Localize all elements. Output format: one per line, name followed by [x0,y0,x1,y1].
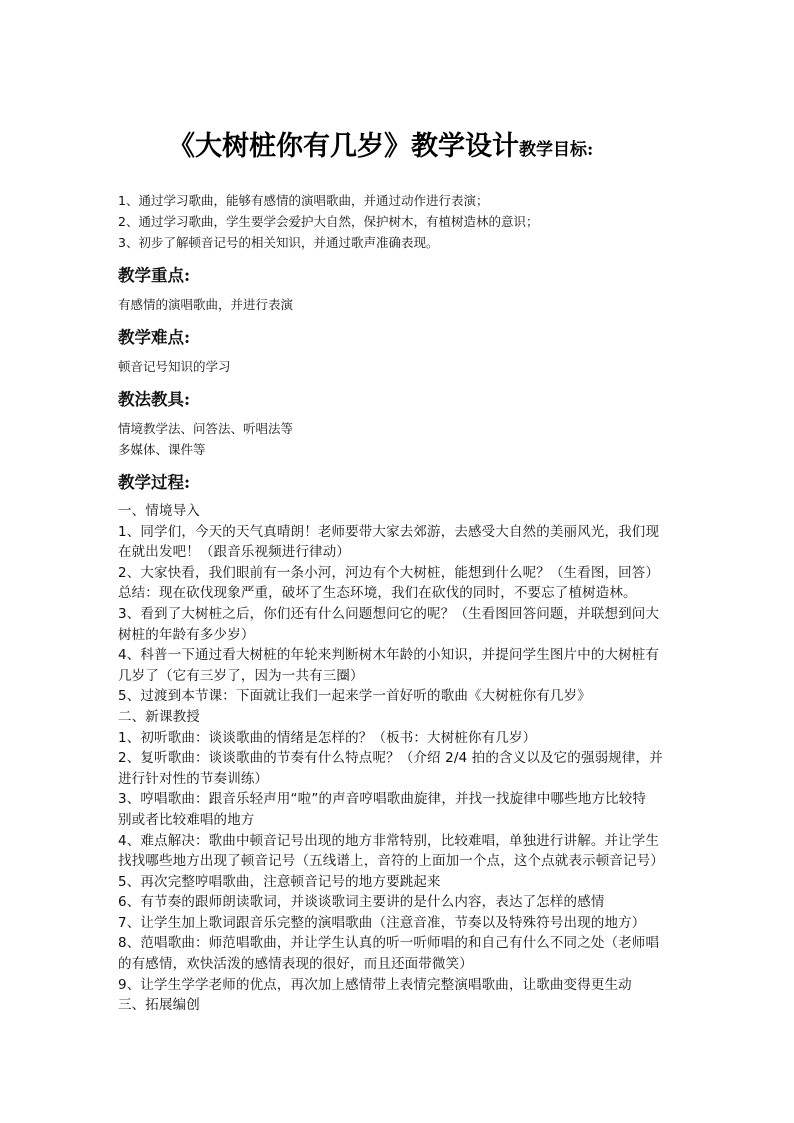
process-line: 3、看到了大树桩之后，你们还有什么问题想问它的呢？（生看图回答问题，并联想到问大 [118,605,660,622]
process-line: 1、同学们，今天的天气真晴朗！老师要带大家去郊游，去感受大自然的美丽风光，我们现 [118,523,660,540]
process-line: 5、再次完整哼唱歌曲，注意顿音记号的地方要跳起来 [118,873,441,890]
process-line: 一、情境导入 [118,503,200,519]
key-points-text: 有感情的演唱歌曲，并进行表演 [118,297,294,312]
process-line: 二、新课教授 [118,708,200,725]
process-line: 树桩的年龄有多少岁） [118,626,255,643]
title-objectives-label: 教学目标: [519,140,594,160]
title-main: 《大树桩你有几岁》教学设计 [168,131,519,162]
process-line: 4、难点解决：歌曲中顿音记号出现的地方非常特别，比较难唱，单独进行讲解。并让学生 [118,832,660,849]
process-line: 三、拓展编创 [118,997,200,1014]
key-points-heading: 教学重点: [118,266,191,285]
process-line: 2、大家快看，我们眼前有一条小河，河边有个大树桩，能想到什么呢？（生看图，回答） [118,564,660,581]
objective-item: 3、初步了解顿音记号的相关知识，并通过歌声准确表现。 [118,235,439,250]
process-line: 总结：现在砍伐现象严重，破坏了生态环境，我们在砍伐的同时，不要忘了植树造林。 [118,585,637,602]
objective-item: 2、通过学习歌曲，学生要学会爱护大自然，保护树木，有植树造林的意识； [118,214,539,229]
methods-item: 多媒体、课件等 [118,442,206,457]
process-line: 4、科普一下通过看大树桩的年轮来判断树木年龄的小知识，并提问学生图片中的大树桩有 [118,647,660,664]
objectives-list [118,190,688,253]
process-line: 7、让学生加上歌词跟音乐完整的演唱歌曲（注意音准，节奏以及特殊符号出现的地方） [118,914,646,931]
difficulties-heading: 教学难点: [118,328,191,347]
process-line: 2、复听歌曲：谈谈歌曲的节奏有什么特点呢？（介绍 2/4 拍的含义以及它的强弱规律，并 [118,750,663,767]
process-line: 进行针对性的节奏训练） [118,770,269,787]
process-line: 在就出发吧！（跟音乐视频进行律动） [118,544,351,561]
process-line: 找找哪些地方出现了顿音记号（五线谱上，音符的上面加一个点，这个点就表示顿音记号） [118,853,664,870]
process-line: 3、哼唱歌曲：跟音乐轻声用“啦”的声音哼唱歌曲旋律，并找一找旋律中哪些地方比较特 [118,791,647,808]
process-line: 别或者比较难唱的地方 [118,811,255,828]
methods-item: 情境教学法、问答法、听唱法等 [118,421,294,436]
process-line: 的有感情，欢快活泼的感情表现的很好，而且还面带微笑） [118,956,473,973]
methods-heading: 教法教具: [118,390,191,409]
process-line: 1、初听歌曲：谈谈歌曲的情绪是怎样的？（板书：大树桩你有几岁） [118,729,537,746]
process-line: 5、过渡到本节课：下面就让我们一起来学一首好听的歌曲《大树桩你有几岁》 [118,688,591,705]
process-text [118,501,688,1016]
process-heading: 教学过程: [118,473,191,492]
process-line: 9、让学生学学老师的优点，再次加上感情带上表情完整演唱歌曲，让歌曲变得更生动 [118,976,632,993]
process-line: 8、范唱歌曲：师范唱歌曲，并让学生认真的听一听师唱的和自己有什么不同之处（老师唱 [118,935,660,952]
process-line: 几岁了（它有三岁了，因为一共有三圈） [118,667,364,684]
document-body [118,190,688,1016]
process-line: 6、有节奏的跟师朗读歌词，并谈谈歌词主要讲的是什么内容，表达了怎样的感情 [118,894,605,911]
document-title [168,124,708,163]
difficulties-text: 顿音记号知识的学习 [118,359,231,374]
methods-list [118,418,688,460]
objective-item: 1、通过学习歌曲，能够有感情的演唱歌曲，并通过动作进行表演； [118,193,489,208]
